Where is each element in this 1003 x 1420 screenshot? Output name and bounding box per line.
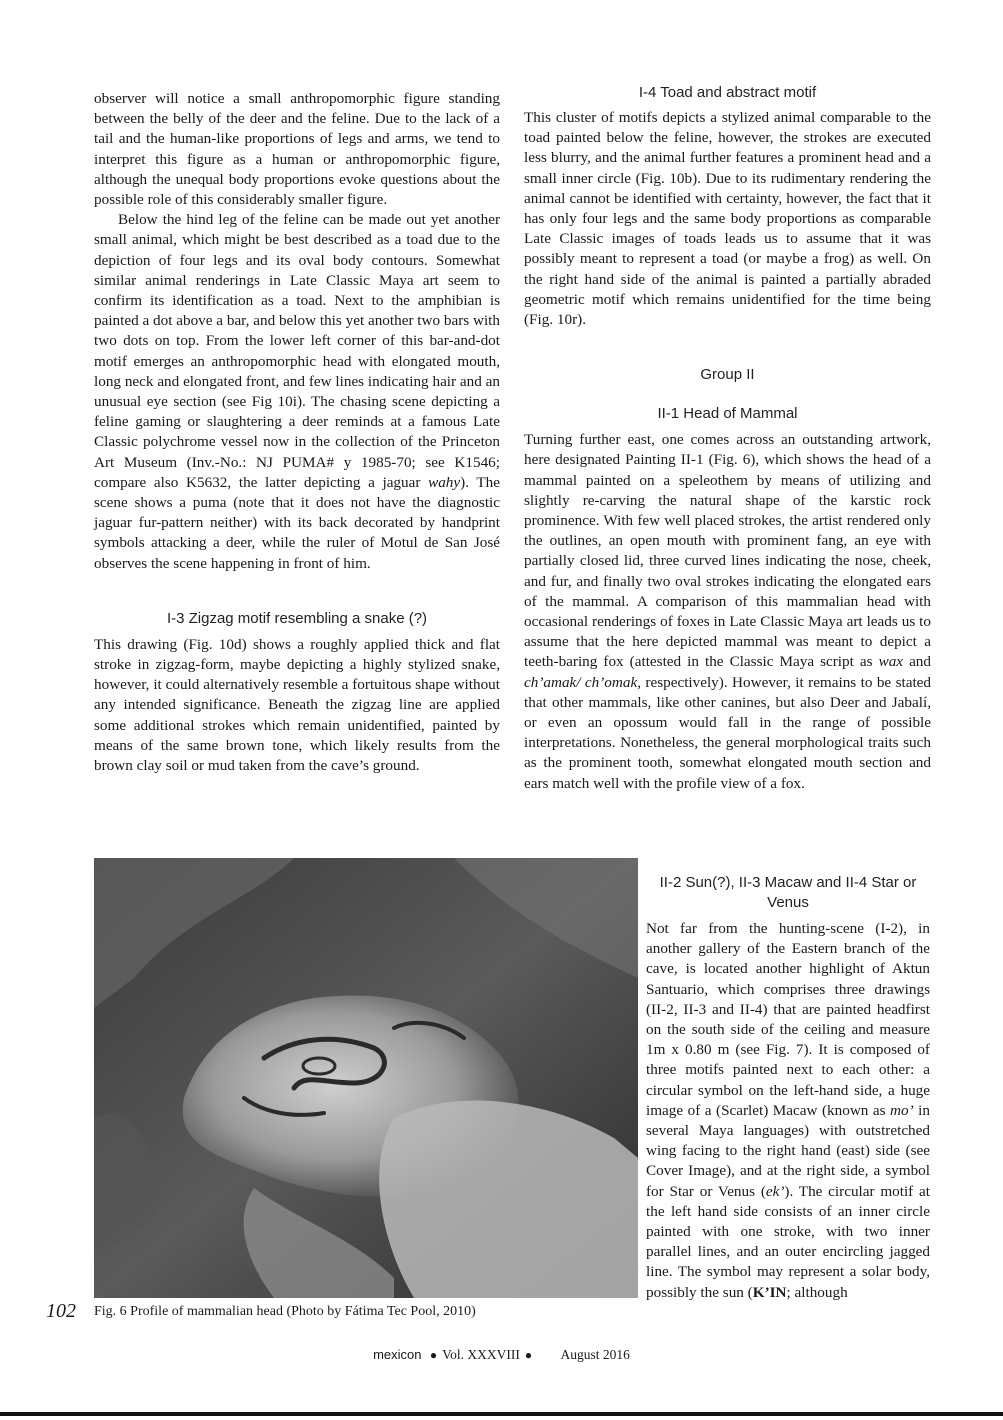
section-heading: II-2 Sun(?), II-3 Macaw and II-4 Star or Venus <box>659 874 917 911</box>
body-paragraph: This cluster of motifs depicts a stylized animal comparable to the toad painted below the feline, however, the strokes are executed less blurry, and the animal further features a prominent head and a small inner circle (Fig. 10b). Due to its rudimentary rendering the animal cannot be identified with certainty, however, the fact that it has only four legs and the same body proportions as comparable Late Classic images of toads leads us to assume that it was possibly meant to represent a toad (or maybe a frog) as well. On the right hand side of the animal is painted a partially abraded geometric motif which remains unidentified for the time being (Fig. 10r). <box>524 109 931 329</box>
column-right <box>524 83 931 794</box>
cave-speleothem-image <box>94 858 638 1298</box>
body-paragraph: observer will notice a small anthropomorphic figure standing between the belly of the deer and the feline. Due to the lack of a tail and the human-like proportions of legs and arms, we tend to interpret this figure as a human or anthropomorphic figure, although the unequal body proportions evoke questions about the possible role of this considerably smaller figure. <box>94 90 500 209</box>
volume-label: Vol. XXXVIII <box>442 1347 520 1362</box>
figure-caption: Fig. 6 Profile of mammalian head (Photo by Fátima Tec Pool, 2010) <box>94 1304 476 1319</box>
body-paragraph: This drawing (Fig. 10d) shows a roughly applied thick and flat stroke in zigzag-form, maybe depicting a highly stylized snake, however, it could alternatively resemble a fortuitous shape without any intended significance. Beneath the zigzag line are applied some additional strokes which remain unidentified, painted by means of the same brown tone, which likely results from the brown clay soil or mud taken from the cave’s ground. <box>94 635 500 775</box>
body-paragraph: Turning further east, one comes across an outstanding artwork, here designated Painting II-1 (Fig. 6), which shows the head of a mammal painted on a speleothem by means of utilizing and slightly re-carving the natural shape of the karstic rock prominence. With few well placed strokes, the artist rendered only the outlines, an open mouth with prominent fang, an eye with partially closed lid, three curved lines indicating the nose, cheek, and fur, and finally two oval strokes indicating the elongated ears of the mammal. A comparison of this mammalian head with occasional renderings of foxes in Late Classic Maya art leads us to assume that the here depicted mammal was meant to depict a teeth-baring fox (attested in the Classic Maya script as wax and ch’amak/ ch’omak, respectively). However, it remains to be stated that other mammals, like other canines, but also Deer and Jabalí, or even an opossum would fall in the range of possible interpretations. Nonetheless, the general morphological traits such as the prominent tooth, somewhat elongated mouth section and ears match well with the profile view of a fox. <box>524 431 931 792</box>
body-paragraph: Below the hind leg of the feline can be made out yet another small animal, which might be best described as a toad due to the depiction of four legs and its oval body contours. Somewhat similar animal renderings in Late Classic Maya art seem to confirm its identification as a toad. Next to the amphibian is painted a dot above a bar, and below this yet another two bars with two dots on top. From the lower left corner of this bar-and-dot motif emerges an anthropomorphic head with elongated mouth, long neck and elongated front, and few lines indicating hair and an unusual eye section (see Fig 10i). The chasing scene depicting a feline gaming or slaughtering a deer reminds at a famous Late Classic polychrome vessel now in the collection of the Princeton Art Museum (Inv.-No.: NJ PUMA# y 1985-70; see K1546; compare also K5632, the latter depicting a jaguar wahy). The scene shows a puma (note that it does not have the diagnostic jaguar fur-pattern neither) with its back decorated by handprint symbols attacking a deer, while the ruler of Motul de San José observes the scene happening in front of him. <box>94 211 500 572</box>
issue-date: August 2016 <box>560 1347 630 1362</box>
column-left <box>94 89 500 776</box>
group-heading: Group II <box>700 366 755 384</box>
bullet-separator: ● <box>524 1348 533 1362</box>
page-number: 102 <box>46 1300 76 1322</box>
section-heading: II-1 Head of Mammal <box>657 405 798 423</box>
body-paragraph: Not far from the hunting-scene (I-2), in another gallery of the Eastern branch of the cave, is located another highlight of Aktun Santuario, which comprises three drawings (II-2, II-3 and II-4) that are painted headfirst on the south side of the ceiling and measure 1m x 0.80 m (see Fig. 7). It is composed of three motifs painted next to each other: a circular symbol on the left-hand side, a huge image of a (Scarlet) Macaw (known as mo’ in several Maya languages) with outstretched wing facing to the right hand (east) side (see Cover Image), and at the right side, a symbol for Star or Venus (ek’). The circular motif at the left hand side consists of an inner circle painted with one stroke, with two inner parallel lines, and an outer encircling jagged line. The symbol may represent a solar body, possibly the sun (K’IN; although <box>646 920 930 1301</box>
section-heading: I-3 Zigzag motif resembling a snake (?) <box>166 609 428 627</box>
page-footer <box>0 1346 1003 1364</box>
column-right-lower <box>646 873 930 1303</box>
bullet-separator: ● <box>429 1348 438 1362</box>
figure-photo <box>94 858 638 1298</box>
journal-name: mexicon <box>373 1347 422 1362</box>
section-heading: I-4 Toad and abstract motif <box>638 84 817 101</box>
bottom-rule <box>0 1412 1003 1416</box>
